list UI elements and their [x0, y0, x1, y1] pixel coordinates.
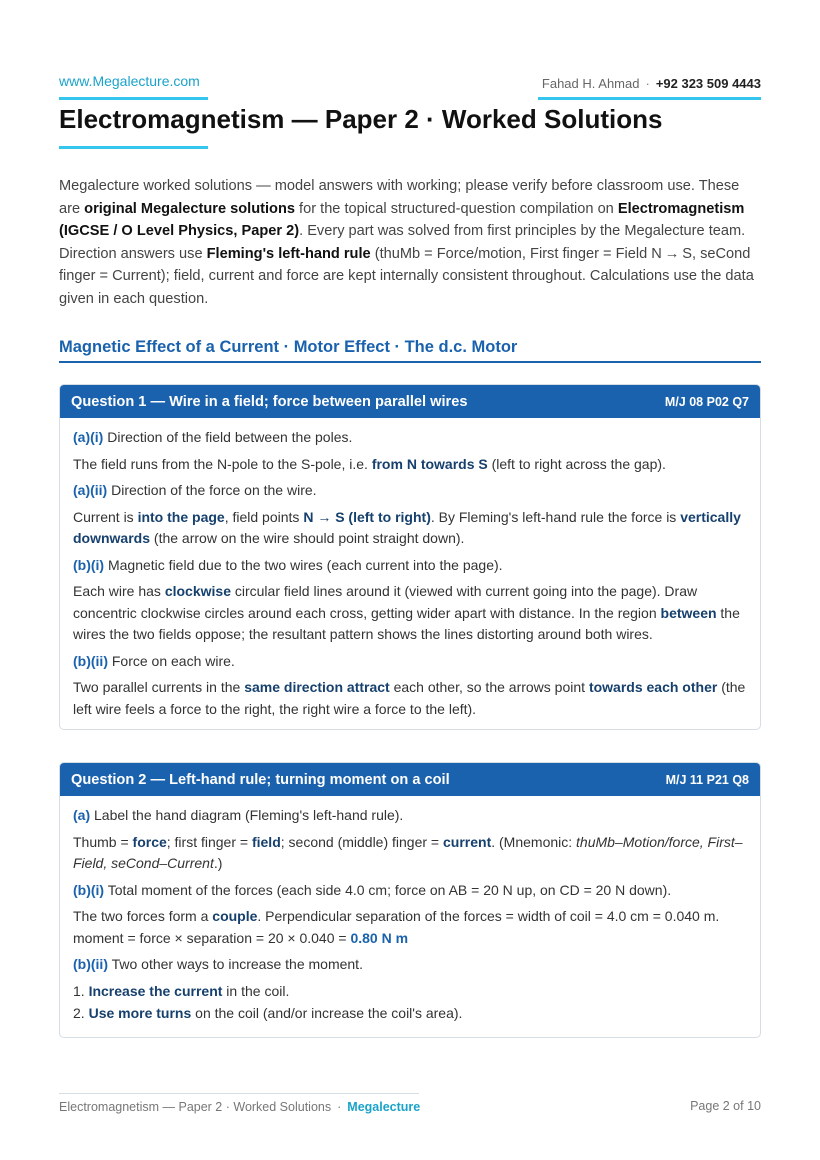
- answer-text: Two parallel currents in the: [73, 679, 245, 695]
- part-tag: (b)(i): [73, 556, 105, 573]
- intro-text: for the topical structured-question compilation on: [295, 200, 618, 217]
- answer-text: (left to right across the gap).: [487, 455, 666, 472]
- author-name: Fahad H. Ahmad: [541, 76, 640, 91]
- answer-text: Each wire has: [73, 583, 165, 599]
- answer-text: in the coil.: [222, 982, 290, 999]
- answer-text: Thumb =: [73, 833, 133, 850]
- question-reference: M/J 11 P21 Q8: [665, 772, 749, 787]
- part-answer: [73, 832, 747, 875]
- header-separator: ·: [645, 76, 650, 91]
- site-link[interactable]: www.Megalecture.com: [59, 73, 200, 89]
- part-prompt: [73, 954, 747, 976]
- answer-highlight: same direction attract: [244, 679, 390, 695]
- answer-text: moment = force × separation = 20 × 0.040 =: [73, 929, 351, 946]
- part-answer: [73, 454, 747, 476]
- list-number: 1.: [73, 982, 89, 999]
- part-answer: [73, 581, 747, 646]
- header-right: [538, 76, 761, 100]
- question-card-1: [59, 384, 761, 730]
- answer-highlight: vertically downwards: [73, 508, 741, 546]
- page-title: Electromagnetism — Paper 2 · Worked Solutions: [59, 104, 663, 134]
- header-rule-left: [59, 97, 208, 100]
- prompt-text: Label the hand diagram (Fleming's left-hand rule).: [90, 807, 404, 823]
- answer-highlight: between: [660, 604, 717, 621]
- answer-text: . By Fleming's left-hand rule the force is: [430, 508, 681, 525]
- intro-bold: Electromagnetism (IGCSE / O Level Physics, Paper 2): [59, 200, 745, 240]
- answer-text: . Perpendicular separation of the forces = width of coil = 4.0 cm = 0.040 m.: [257, 908, 720, 924]
- part-prompt: [73, 427, 747, 449]
- intro-text: (thuMb = Force/motion, First finger = Field N → S, seCond finger = Current); field, current and force are kept internally consistent throughout. Calculations use the data given in each question.: [59, 245, 754, 307]
- footer-left: [59, 1099, 420, 1115]
- answer-text: the wires the two fields oppose; the resultant pattern shows the lines distorting around both wires.: [73, 604, 740, 642]
- answer-text: each other, so the arrows point: [389, 679, 589, 695]
- question-reference: M/J 08 P02 Q7: [664, 394, 749, 409]
- answer-text: .): [213, 855, 223, 871]
- prompt-text: Direction of the field between the poles.: [103, 429, 353, 445]
- answer-text: Current is: [73, 508, 138, 525]
- part-prompt: [73, 480, 747, 502]
- final-answer: 0.80 N m: [350, 929, 409, 946]
- part-tag: (b)(i): [73, 881, 105, 898]
- answer-highlight: force: [132, 833, 167, 850]
- part-answer: [73, 677, 747, 720]
- answer-highlight: couple: [212, 908, 258, 924]
- part-tag: (a): [73, 807, 91, 823]
- answer-highlight: Use more turns: [88, 1005, 192, 1021]
- intro-text: Megalecture worked solutions — model answers with working; please verify before classroom use. These are: [59, 178, 740, 217]
- prompt-text: Direction of the force on the wire.: [107, 482, 317, 498]
- list-item: [73, 981, 747, 1003]
- answer-highlight: towards each other: [588, 679, 718, 695]
- intro-bold: Fleming's left-hand rule: [206, 245, 371, 262]
- answer-highlight: Increase the current: [88, 982, 223, 999]
- author-phone: +92 323 509 4443: [655, 76, 761, 91]
- question-header: [60, 385, 760, 418]
- answer-text: The field runs from the N-pole to the S-pole, i.e.: [73, 455, 372, 472]
- footer-doc-title: Electromagnetism — Paper 2 · Worked Solutions: [59, 1100, 332, 1114]
- part-tag: (a)(ii): [73, 482, 108, 498]
- answer-highlight: field: [251, 833, 281, 850]
- answer-text: ; first finger =: [166, 833, 252, 850]
- answer-text: . (Mnemonic:: [491, 833, 577, 850]
- prompt-text: Force on each wire.: [107, 652, 235, 669]
- part-prompt: [73, 555, 747, 577]
- author-line: [538, 76, 761, 92]
- header-left: [59, 72, 208, 100]
- prompt-text: Magnetic field due to the two wires (each current into the page).: [104, 556, 503, 573]
- answer-text: ; second (middle) finger =: [280, 833, 443, 850]
- answer-highlight: N → S (left to right): [303, 508, 431, 525]
- footer-separator: ·: [337, 1100, 342, 1114]
- answer-text: The two forces form a: [73, 908, 213, 924]
- part-prompt: [73, 880, 747, 902]
- part-tag: (a)(i): [73, 429, 104, 445]
- part-prompt: [73, 651, 747, 673]
- page-number: Page 2 of 10: [690, 1099, 761, 1113]
- part-answer: [73, 507, 747, 550]
- answer-text: (the arrow on the wire should point straight down).: [150, 530, 465, 546]
- part-tag: (b)(ii): [73, 956, 108, 972]
- answer-text: (the left wire feels a force to the right, the right wire a force to the left).: [73, 679, 746, 717]
- part-answer: [73, 906, 747, 949]
- section-heading: Magnetic Effect of a Current · Motor Effect · The d.c. Motor: [59, 336, 761, 363]
- question-body: [60, 796, 760, 1037]
- list-item: [73, 1003, 747, 1025]
- prompt-text: Two other ways to increase the moment.: [107, 956, 363, 972]
- prompt-text: Total moment of the forces (each side 4.0 cm; force on AB = 20 N up, on CD = 20 N down).: [104, 881, 672, 898]
- question-title: Question 1 — Wire in a field; force between parallel wires: [71, 393, 468, 410]
- mnemonic-text: thuMb–Motion/force, First–Field, seCond–Current: [73, 833, 743, 871]
- question-title: Question 2 — Left-hand rule; turning moment on a coil: [71, 771, 450, 788]
- answer-text: on the coil (and/or increase the coil's area).: [191, 1005, 463, 1021]
- answer-highlight: into the page: [137, 508, 225, 525]
- answer-highlight: from N towards S: [371, 455, 488, 472]
- answer-highlight: current: [443, 833, 492, 850]
- footer-brand: Megalecture: [347, 1100, 421, 1114]
- answer-text: , field points: [224, 508, 304, 525]
- header-rule-right: [538, 97, 761, 100]
- list-number: 2.: [73, 1005, 89, 1021]
- answer-highlight: clockwise: [164, 583, 231, 599]
- part-prompt: [73, 805, 747, 827]
- intro-bold: original Megalecture solutions: [84, 200, 295, 217]
- question-card-2: [59, 762, 761, 1038]
- question-body: [60, 418, 760, 729]
- footer-rule: [59, 1093, 419, 1094]
- answer-text: circular field lines around it (viewed with current going into the page). Draw concentric clockwise circles around each cross, getting wider apart with distance. In the region: [73, 583, 698, 621]
- intro-text: . Every part was solved from first principles by the Megalecture team. Direction answers use: [59, 223, 746, 262]
- title-underline: [59, 146, 208, 149]
- part-tag: (b)(ii): [73, 652, 108, 669]
- question-header: [60, 763, 760, 796]
- intro-paragraph: [59, 175, 759, 311]
